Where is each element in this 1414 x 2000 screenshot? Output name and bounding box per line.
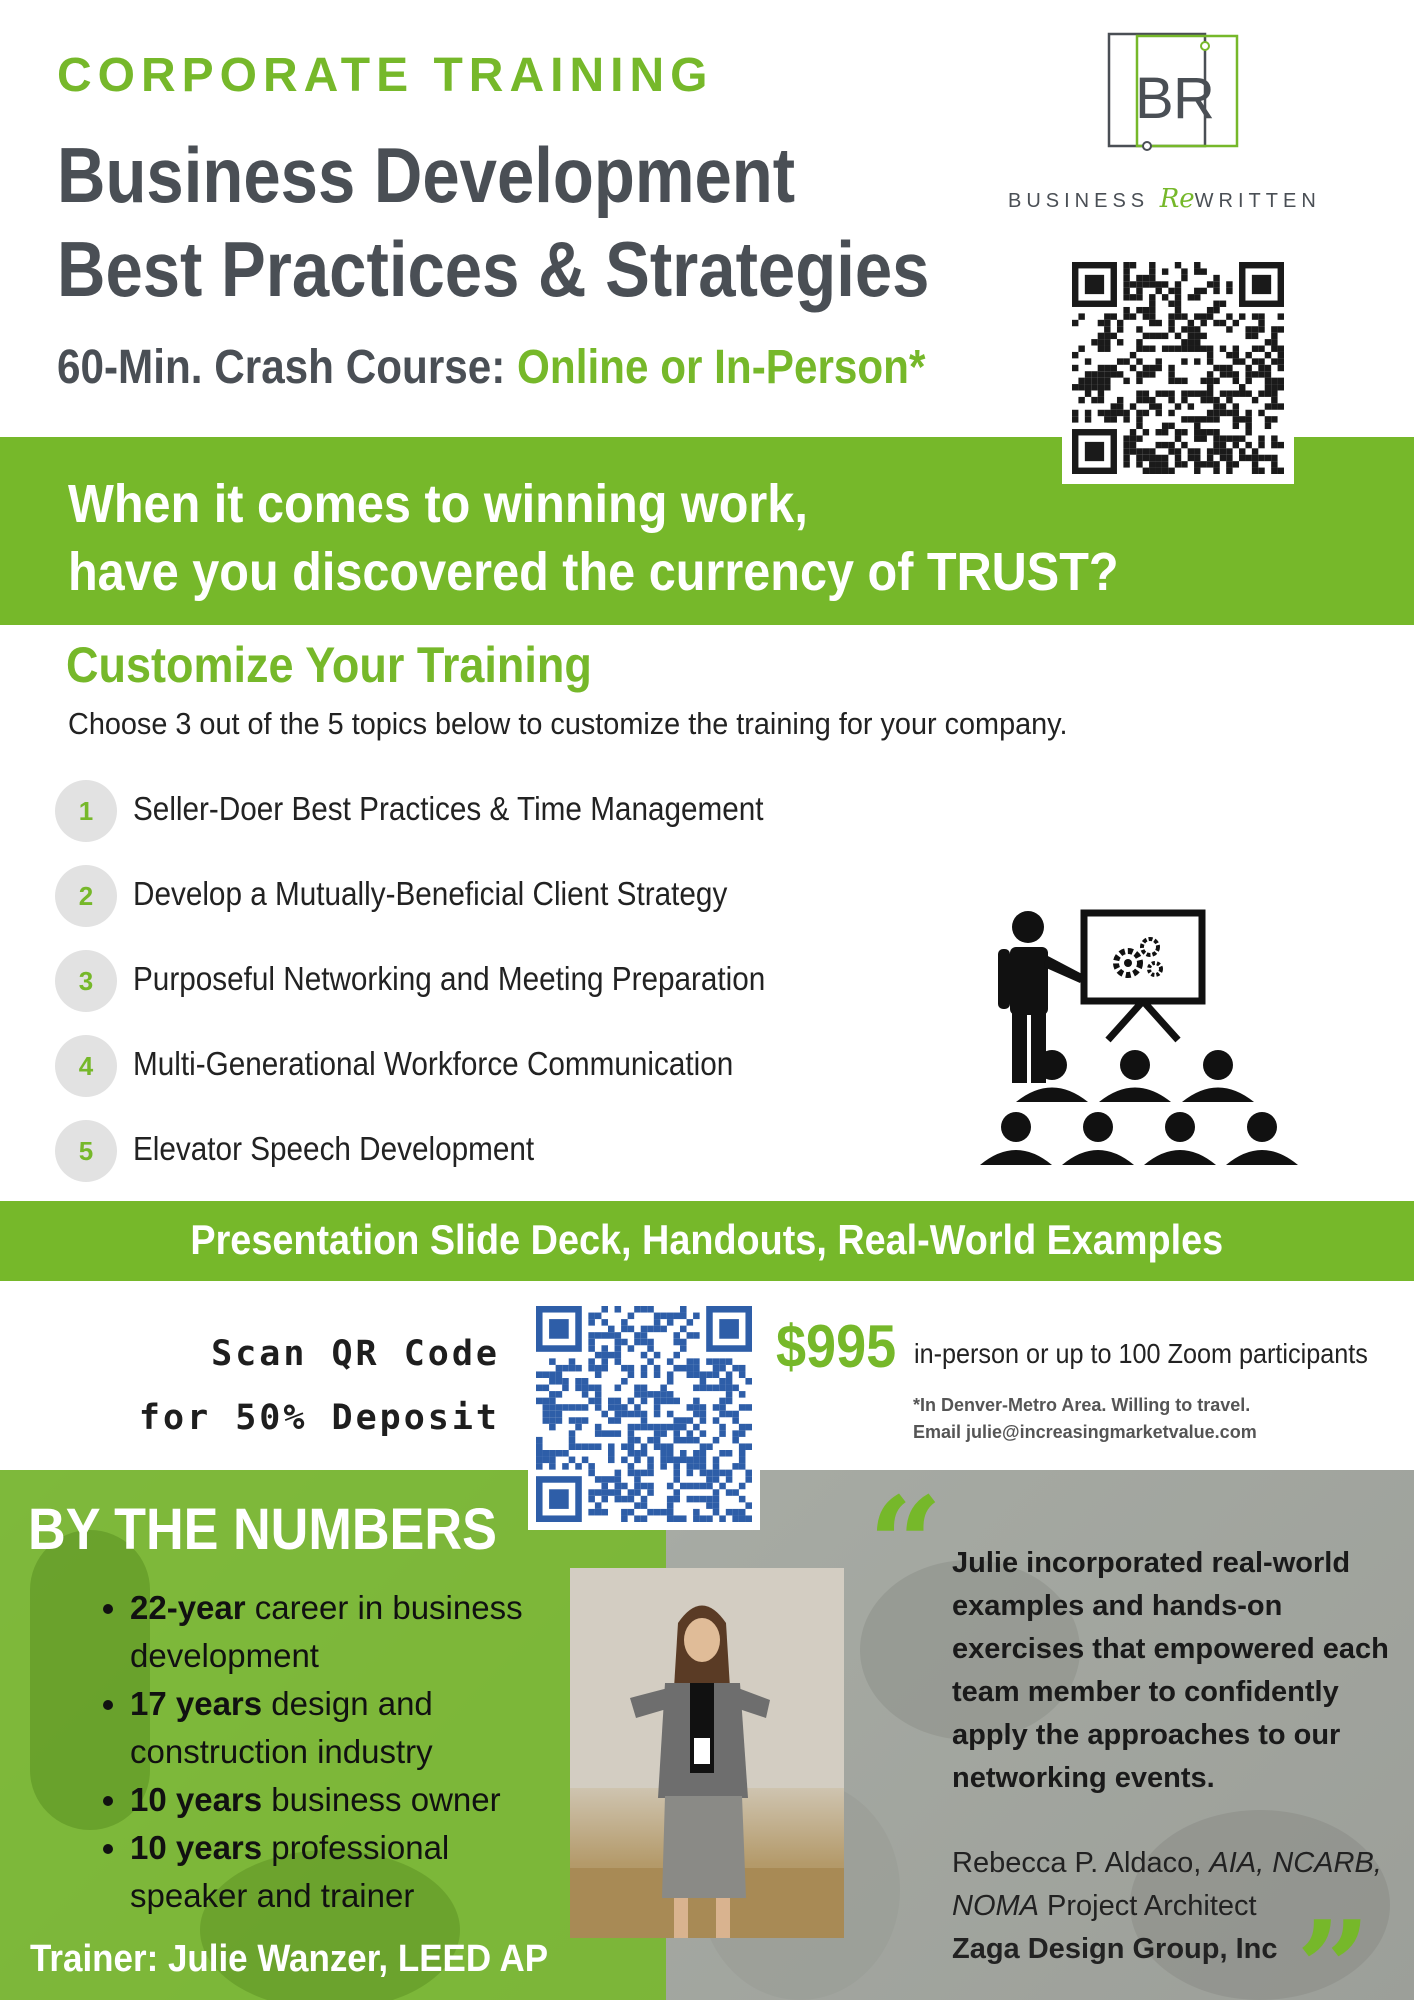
stat-bold: 22-year [130,1589,246,1626]
list-item [130,1776,568,1824]
customize-intro: Choose 3 out of the 5 topics below to customize the training for your company. [68,706,1068,741]
price-description: in-person or up to 100 Zoom participants [914,1338,1368,1369]
includes-label: Presentation Slide Deck, Handouts, Real-World Examples [190,1216,1224,1263]
topic-number: 4 [55,1035,117,1097]
testimonial-quote: Julie incorporated real-world examples and hands-on exercises that empowered each team member to confidently apply the approaches to our networking events. [952,1547,1389,1794]
page-title [57,128,929,316]
trainer-photo [570,1568,844,1938]
attrib-company: Zaga Design Group, Inc [952,1933,1278,1965]
stat-bold: 10 years [130,1829,263,1866]
includes-text [0,1216,1414,1264]
stat-bold: 17 years [130,1685,263,1722]
stat-text: business owner [262,1781,501,1818]
quote-open-icon: “ [868,1468,943,1621]
deposit-line-2: for 50% Deposit [138,1398,500,1438]
list-item [130,1584,568,1680]
svg-text:R: R [1173,66,1215,131]
logo-wordmark [1008,184,1321,214]
pricing-note [913,1392,1257,1446]
deposit-line-1: Scan QR Code [211,1334,500,1374]
topic-label: Multi-Generational Workforce Communication [133,1045,734,1082]
list-item [130,1680,568,1776]
svg-text:B: B [1135,66,1174,131]
topic-number: 3 [55,950,117,1012]
note-line-2[interactable]: Email julie@increasingmarketvalue.com [913,1422,1257,1442]
qr-code-top[interactable] [1062,252,1294,484]
customize-heading: Customize Your Training [66,637,592,693]
quote-close-icon: ” [1296,1892,1371,2000]
subtitle-highlight: Online or In-Person* [517,341,926,394]
numbers-list [98,1584,568,1920]
trainer-figure-icon [570,1568,844,1938]
banner-line-1: When it comes to winning work, [68,474,808,534]
topic-label: Elevator Speech Development [133,1130,535,1167]
stat-bold: 10 years [130,1781,263,1818]
attrib-role: Project Architect [1039,1890,1257,1922]
deposit-cta [100,1322,500,1450]
trust-banner-text [68,470,1119,606]
attrib-credentials: AIA, NCARB, NOMA [952,1847,1382,1922]
subtitle-prefix: 60-Min. Crash Course: [57,341,518,394]
eyebrow-label: CORPORATE TRAINING [57,49,714,102]
subtitle [57,340,925,395]
stat-text: design and construction industry [130,1685,433,1770]
topic-label: Seller-Doer Best Practices & Time Management [133,790,764,827]
presentation-icon [980,905,1310,1170]
stat-text: career in business development [130,1589,523,1674]
trainer-name: Trainer: Julie Wanzer, LEED AP [30,1938,549,1980]
attrib-name: Rebecca P. Aldaco, [952,1847,1210,1879]
banner-line-2: have you discovered the currency of TRUST? [68,542,1119,602]
list-item [130,1824,568,1920]
logo-word-re: Re [1159,184,1195,214]
topic-number: 2 [55,865,117,927]
note-line-1: *In Denver-Metro Area. Willing to travel. [913,1395,1251,1415]
topic-label: Purposeful Networking and Meeting Preparation [133,960,766,997]
qr-code-deposit[interactable] [528,1298,760,1530]
title-line-2: Best Practices & Strategies [57,225,930,313]
logo-word-before: BUSINESS [1008,190,1160,212]
topic-number: 1 [55,780,117,842]
qr-code-icon [536,1306,752,1522]
numbers-heading: BY THE NUMBERS [28,1497,497,1562]
price: $995 [776,1313,897,1380]
logo-word-after: WRITTEN [1194,190,1321,212]
stat-text: professional speaker and trainer [130,1829,450,1914]
topic-label: Develop a Mutually-Beneficial Client Strategy [133,875,728,912]
topic-number: 5 [55,1120,117,1182]
title-line-1: Business Development [57,131,796,219]
br-logo-icon [1107,32,1241,154]
qr-code-icon [1072,262,1284,474]
